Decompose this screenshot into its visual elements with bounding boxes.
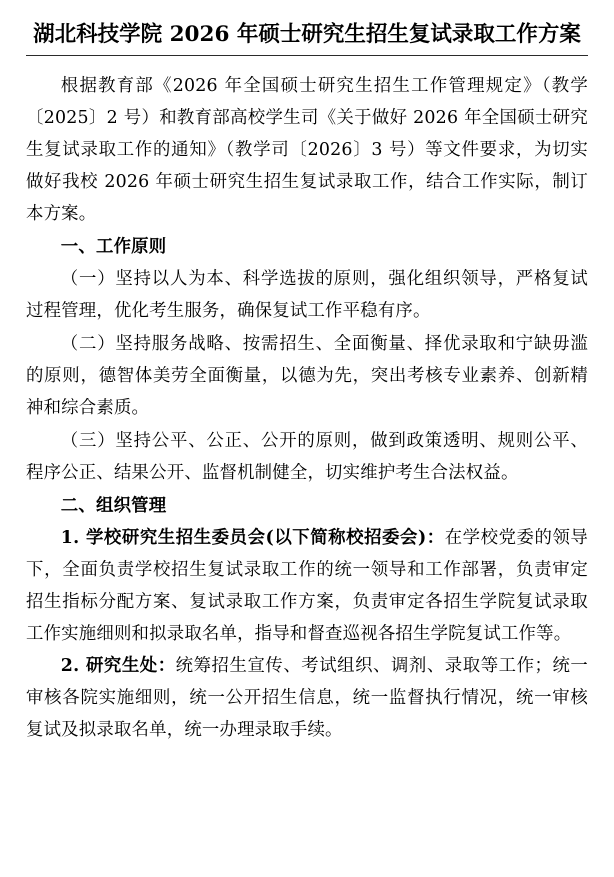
section-heading-one: 一、工作原则 — [60, 236, 167, 257]
document-body — [26, 70, 588, 746]
principle-two-paragraph: （二）坚持服务战略、按需招生、全面衡量、择优录取和宁缺毋滥的原则，德智体美劳全面衡量，以德为先，突出考核专业素养、创新精神和综合素质。 — [26, 333, 588, 418]
principle-three-paragraph: （三）坚持公平、公正、公开的原则，做到政策透明、规则公平、程序公正、结果公开、监督机制健全，切实维护考生合法权益。 — [26, 430, 588, 483]
org-item-two-lead: 2. 研究生处： — [60, 655, 176, 676]
org-item-one-paragraph — [26, 522, 588, 650]
principle-one-paragraph: （一）坚持以人为本、科学选拔的原则，强化组织领导，严格复试过程管理，优化考生服务，确保复试工作平稳有序。 — [26, 268, 588, 321]
org-item-two-text: 统筹招生宣传、考试组织、调剂、录取等工作；统一审核各院实施细则，统一公开招生信息，统一监督执行情况，统一审核复试及拟录取名单，统一办理录取手续。 — [26, 655, 588, 740]
org-item-two-paragraph — [26, 650, 588, 746]
org-item-one-text: 在学校党委的领导下，全面负责学校招生复试录取工作的统一领导和工作部署，负责审定招生指标分配方案、复试录取工作方案，负责审定各招生学院复试录取工作实施细则和拟录取名单，指导和督查巡视各招生学院复试工作等。 — [26, 527, 588, 644]
org-item-one-lead: 1. 学校研究生招生委员会(以下简称校招委会)： — [60, 527, 445, 548]
page-title: 湖北科技学院 2026 年硕士研究生招生复试录取工作方案 — [33, 22, 581, 47]
intro-paragraph: 根据教育部《2026 年全国硕士研究生招生工作管理规定》（教学〔2025〕2 号）和教育部高校学生司《关于做好 2026 年全国硕士研究生复试录取工作的通知》（教学司〔2026〕3 号）等文件要求，为切实做好我校 2026 年硕士研究生招生复试录取工作，结合工作实际，制订本方案。 — [26, 75, 588, 224]
section-heading-two: 二、组织管理 — [60, 495, 167, 516]
title-divider — [26, 55, 588, 56]
